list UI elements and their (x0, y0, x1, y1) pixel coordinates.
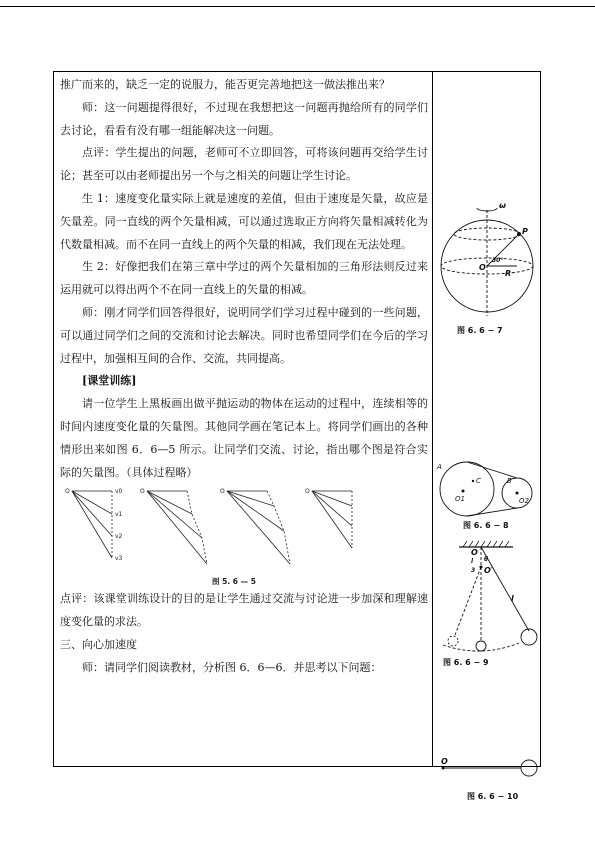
paragraph-teacher-3: 师：请同学们阅读教材，分析图 6．6—6．并思考以下问题： (82, 660, 382, 674)
fig669-label-frac-den: 3 (471, 567, 476, 574)
fig668-caption: 图 6. 6 − 8 (463, 521, 509, 530)
fig65-label-v0: v0 (115, 488, 123, 496)
paragraph-training: 请一位学生上黑板画出做平抛运动的物体在运动的过程中，连续相等的时间内速度变化量的矢量图。其他同学画在笔记本上。将同学们画出的各种情形出来如图 6．6—5 所示。让同学们交流、讨论，指出哪个图是符合实际的矢量图。（具体过程略） (60, 397, 428, 479)
fig669-label-theta: θ (484, 556, 489, 563)
fig65-label-v2: v2 (115, 533, 123, 541)
figure-column (433, 71, 541, 801)
fig6610-caption: 图 6. 6 − 10 (467, 792, 519, 801)
figure-6-6-10 (433, 753, 541, 803)
paragraph-continuation: 推广而来的，缺乏一定的说服力，能否更完善地把这一做法推出来？ (60, 78, 390, 91)
fig6610-label-o: O (441, 757, 448, 766)
fig65-label-v1: v1 (115, 511, 123, 519)
header-rule (0, 6, 595, 7)
fig669-label-frac-num: l (471, 558, 474, 565)
fig668-label-b: B (507, 477, 512, 485)
fig668-label-a: A (437, 463, 442, 471)
section-centripetal-acceleration: 三、向心加速度 (60, 637, 137, 651)
fig667-label-o: O (479, 263, 486, 272)
paragraph-student-2: 生 2：好像把我们在第三章中学过的两个矢量相加的三角形法则反过来运用就可以得出两个不在同一直线上的矢量的相减。 (60, 260, 428, 297)
figure-6-6-9 (433, 533, 541, 668)
fig667-label-omega: ω (499, 201, 506, 210)
fig669-label-oprime: O′ (484, 566, 493, 575)
fig65-label-o: O (220, 488, 225, 496)
fig65-label-o: O (140, 488, 145, 496)
fig668-label-c: C (476, 477, 481, 485)
fig667-label-angle: 30° (492, 257, 504, 264)
paragraph-teacher-1: 师：这一问题提得很好，不过现在我想把这一问题再抛给所有的同学们去讨论，看看有没有哪一组能解决这一问题。 (60, 100, 428, 137)
fig65-label-v3: v3 (115, 555, 123, 563)
main-column (60, 74, 428, 680)
fig65-label-o: O (65, 488, 70, 496)
fig668-label-o1: O1 (455, 495, 465, 503)
paragraph-student-1: 生 1：速度变化量实际上就是速度的差值，但由于速度是矢量，故应是矢量差。同一直线的两个矢量相减，可以通过选取正方向将矢量相减转化为代数量相减。而不在同一直线上的两个矢量的相减，我们现在无法处理。 (60, 191, 428, 251)
fig667-label-p: P (522, 227, 528, 236)
fig667-caption: 图 6. 6 − 7 (457, 326, 503, 335)
paragraph-comment-1: 点评：学生提出的问题，老师可不立即回答，可将该问题再交给学生讨论；甚至可以由老师提出另一个与之相关的问题让学生讨论。 (60, 146, 428, 183)
paragraph-comment-2: 点评：该课堂训练设计的目的是让学生通过交流与讨论进一步加深和理解速度变化量的求法。 (60, 592, 428, 629)
fig65-label-o: O (305, 488, 310, 496)
fig65-caption: 图 5. 6 — 5 (212, 577, 256, 587)
fig669-label-l: l (511, 594, 514, 603)
fig669-label-o: O (471, 548, 478, 557)
figure-6-6-8 (433, 451, 541, 531)
paragraph-teacher-2: 师：刚才同学们回答得很好，说明同学们学习过程中碰到的一些问题，可以通过同学们之间的交流和讨论去解决。同时也希望同学们在今后的学习过程中，加强相互间的合作、交流，共同提高。 (60, 305, 428, 365)
fig668-label-o2: O2 (519, 497, 529, 505)
figure-6-6-5 (62, 486, 382, 588)
fig669-caption: 图 6. 6 − 9 (443, 658, 489, 667)
figure-6-6-7 (433, 196, 541, 336)
fig667-label-r: R (505, 269, 512, 278)
section-classroom-training: [课堂训练] (82, 374, 137, 388)
